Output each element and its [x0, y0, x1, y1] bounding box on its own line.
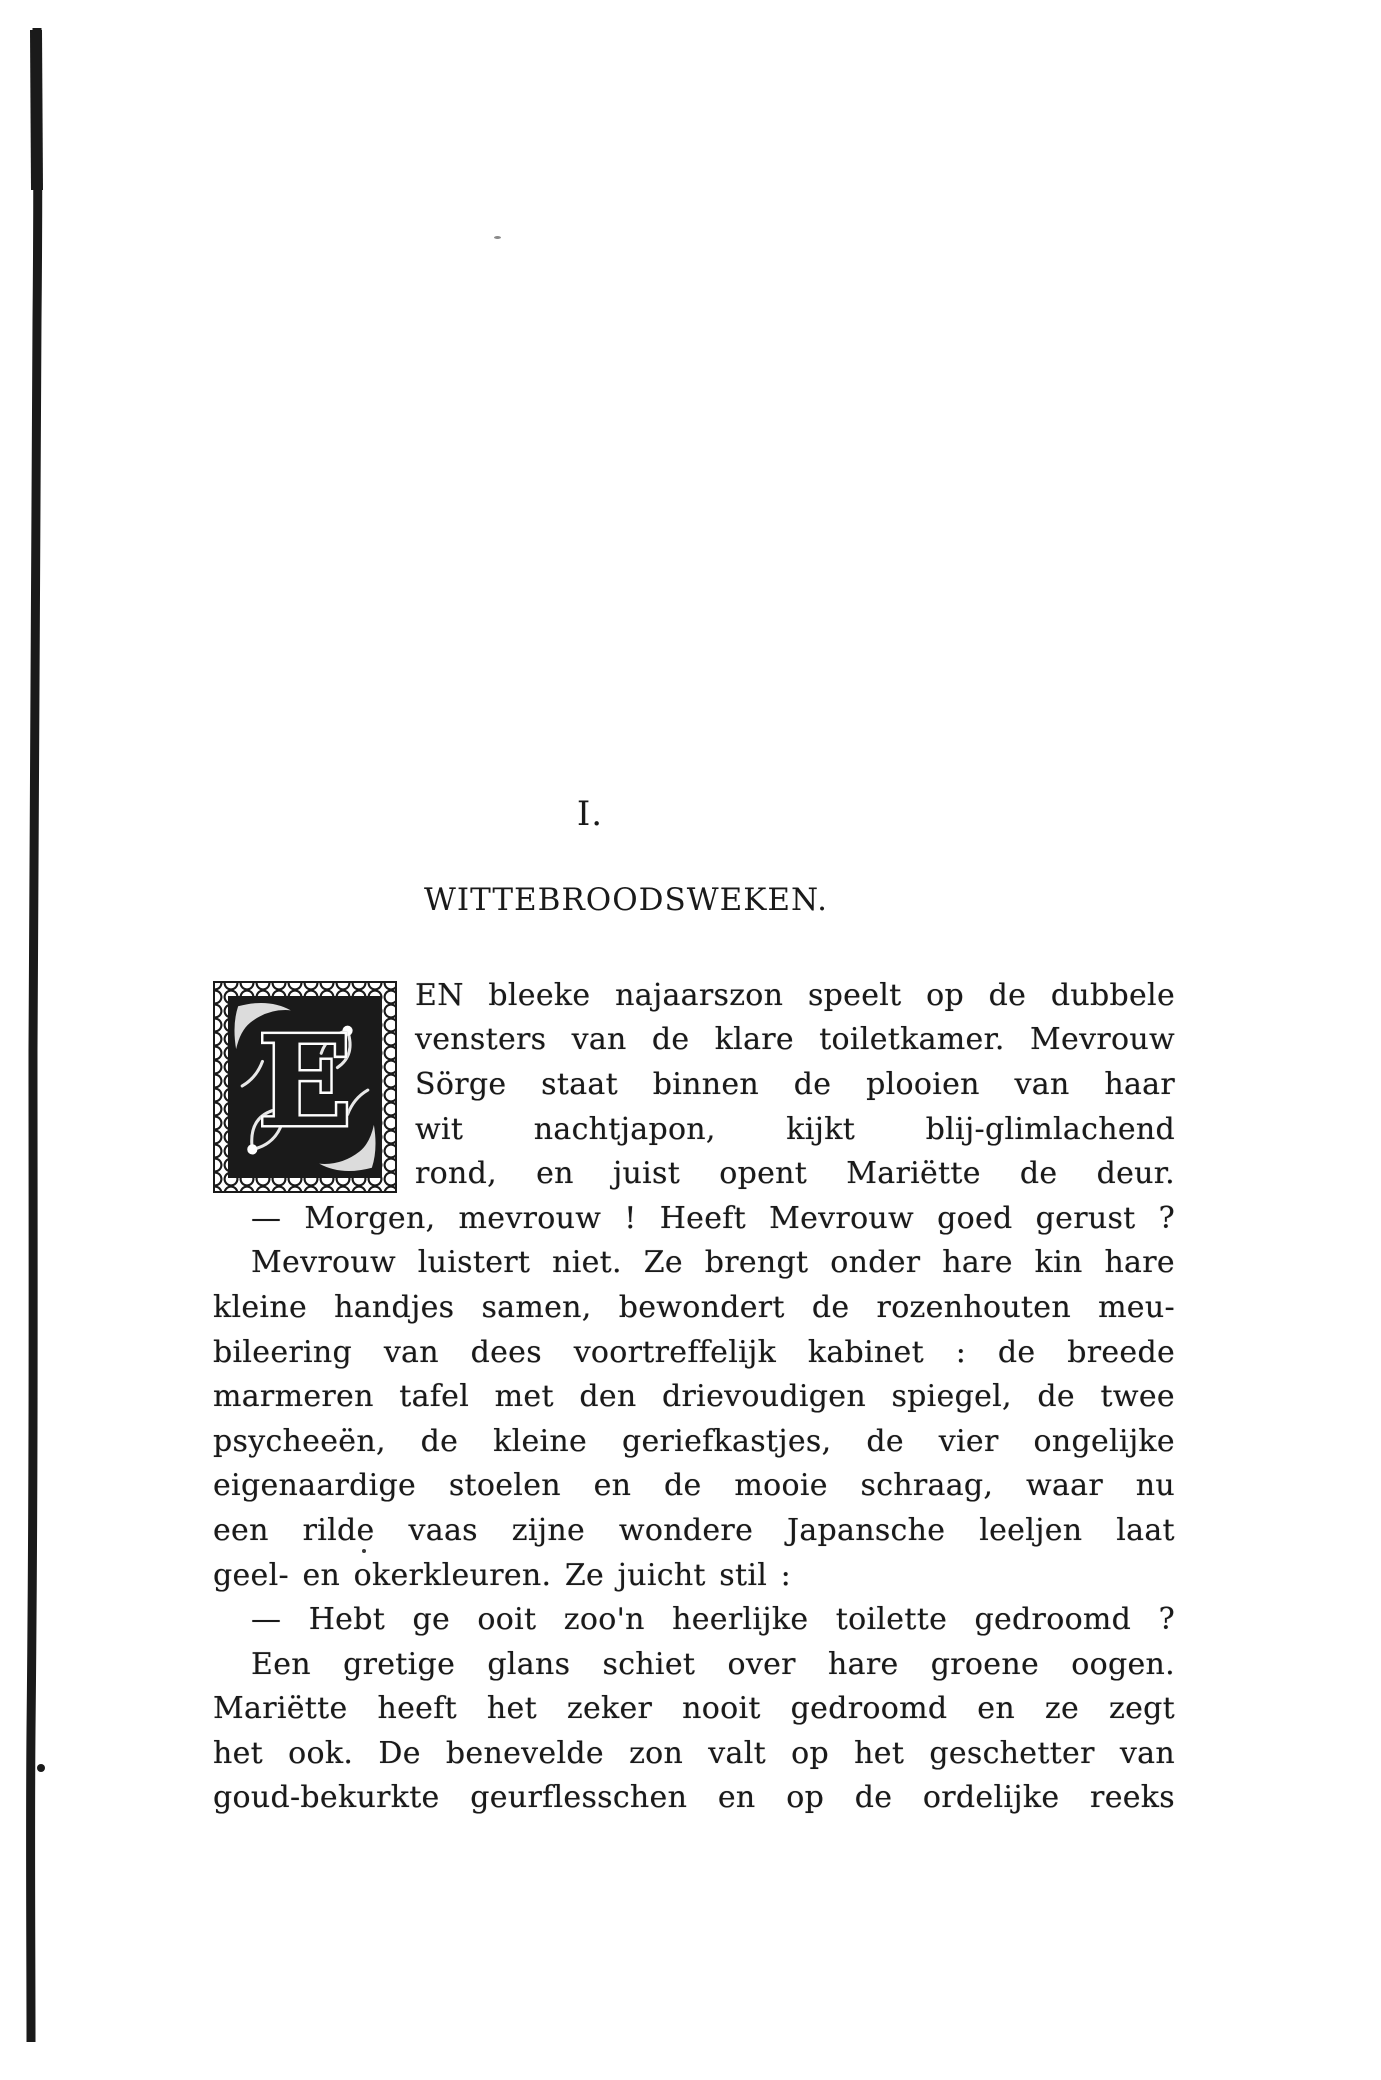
body-paragraphs: [213, 1196, 1175, 1820]
text-line: eigenaardige stoelen en de mooie schraag, waar nu: [213, 1468, 1175, 1504]
text-line: — Morgen, mevrouw ! Heeft Mevrouw goed gerust ?: [251, 1200, 1175, 1236]
text-line: Mariëtte heeft het zeker nooit gedroomd en ze zegt: [213, 1691, 1175, 1727]
text-line: kleine handjes samen, bewondert de rozenhouten meu-: [213, 1289, 1175, 1325]
text-line: wit nachtjapon, kijkt blij-glimlachend: [415, 1111, 1175, 1147]
page-text-block: [213, 973, 1175, 1820]
chapter-title: WITTEBROODSWEKEN.: [424, 882, 828, 918]
text-line: vensters van de klare toiletkamer. Mevrouw: [415, 1022, 1175, 1058]
ink-speck: [494, 236, 501, 239]
text-line: Een gretige glans schiet over hare groene oogen.: [251, 1646, 1175, 1682]
text-line: Mevrouw luistert niet. Ze brengt onder hare kin hare: [251, 1245, 1175, 1281]
dropcap-letter: E: [257, 1008, 353, 1155]
chapter-number: I.: [576, 794, 604, 834]
text-line: marmeren tafel met den drievoudigen spiegel, de twee: [213, 1379, 1175, 1415]
text-line: bileering van dees voortreffelijk kabinet : de breede: [213, 1334, 1175, 1370]
text-line: Sörge staat binnen de plooien van haar: [415, 1066, 1175, 1102]
dropcap-woodcut: [228, 996, 382, 1178]
text-line: rond, en juist opent Mariëtte de deur.: [415, 1156, 1175, 1192]
text-line: het ook. De benevelde zon valt op het geschetter van: [213, 1735, 1175, 1771]
text-line: goud-bekurkte geurflesschen en op de ordelijke reeks: [213, 1780, 1175, 1816]
text-line: geel- en okerkleuren. Ze juicht stil :: [213, 1557, 792, 1593]
text-line: — Hebt ge ooit zoo'n heerlijke toilette gedroomd ?: [251, 1602, 1175, 1638]
text-line: EN bleeke najaarszon speelt op de dubbele: [415, 977, 1175, 1013]
text-line: psycheeën, de kleine geriefkastjes, de vier ongelijke: [213, 1423, 1175, 1459]
text-line: een rilde vaas zijne wondere Japansche leeljen laat: [213, 1512, 1175, 1548]
page-gutter-line: [0, 0, 60, 2076]
dropcap-initial: [213, 981, 397, 1193]
